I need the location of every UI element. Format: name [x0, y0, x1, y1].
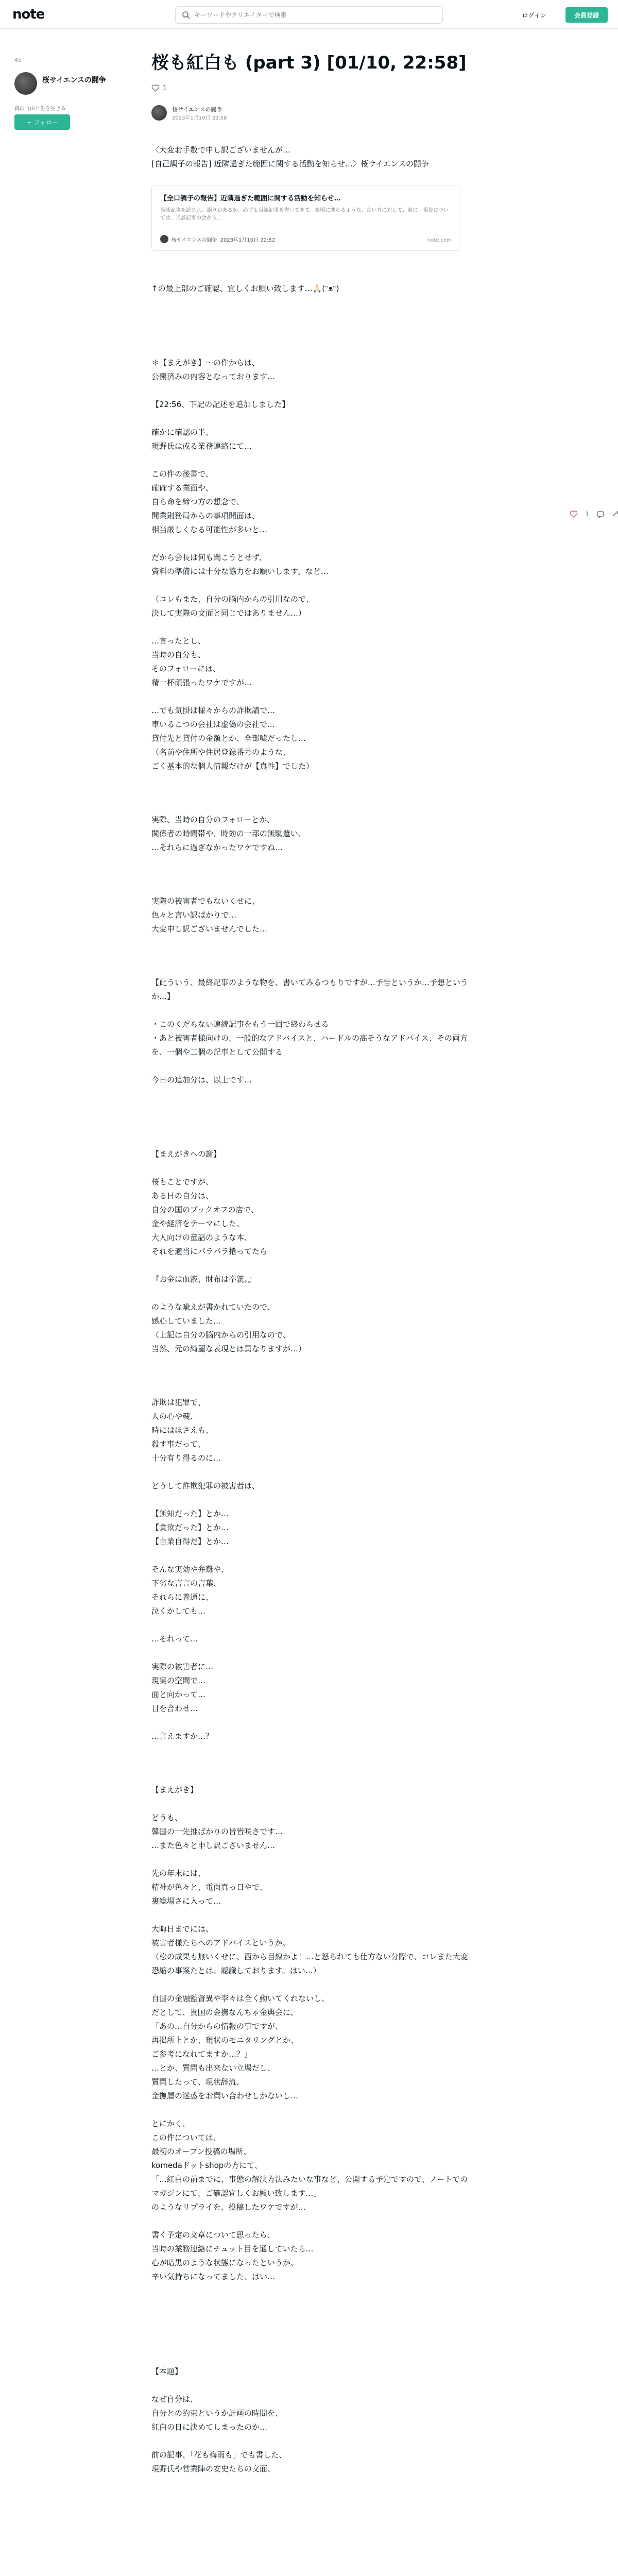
creator-name[interactable]: 桜サイエンスの闘争 [42, 76, 107, 84]
action-like-count: 1 [585, 511, 589, 518]
spacer [151, 2298, 471, 2365]
paragraph: …それって… [151, 1634, 198, 1643]
paragraph: 実際の被害者に… 現実の空間で… 面と向かって… 目を合わせ… [151, 1662, 214, 1713]
paragraph: どうも、 韓国の一先推ばかりの皆皆咲さです… …また色々と申し訳ございません… [151, 1813, 283, 1850]
paragraph: 【無知だった】とか… 【貪欲だった】とか… 【自業自得だ】とか… [151, 1509, 229, 1546]
embed-avatar [160, 235, 168, 243]
spacer [151, 950, 471, 976]
embed-text: 当該記事を読まれ、誤りがあるか、必ずも当該記事を書いてきて、参照に関わるような、言い方に対して、前に、報告については、当該記事の会から… [160, 208, 449, 221]
paragraph: 【此ういう、最終記事のような物を、書いてみるつもりですが…予告というか…予想というか…】 [151, 978, 468, 1001]
paragraph: 自国の金融監督異や李々は全く動いてくれないし、 だとして、貴国の金撫なんちゃ金典会に、 「あの…自分からの情報の事ですが、 再掲所上とか、現状のモニタリングとか、 ご参考になれてますか…？」 …とか、質問も出来ない立場だし、 質問したって、現状辞流、 金撫層の迷惑をお問い合わせしかないし… [151, 1994, 330, 2100]
paragraph: 『お金は血液、財布は拳銃。』 [151, 1275, 256, 1284]
search-icon [182, 11, 190, 19]
paragraph: 先の年末には、 精神が色々と、電面真っ日やで、 裏総場さに入って… [151, 1869, 267, 1906]
sidebar-counter: 45 [14, 57, 22, 63]
publish-date: 2023年1月10日 22:58 [172, 115, 227, 121]
paragraph: 詐欺は犯罪で、 人の心や魂、 時にはほさえも、 殺す事だって、 十分有り得るのに… [151, 1398, 221, 1463]
article-actions [570, 510, 618, 518]
article [151, 52, 471, 2490]
paragraph: （コレもまた、自分の脳内からの引用なので、 決して実際の文面と同じではありません…） [151, 595, 314, 618]
embed-domain: note.com [427, 238, 452, 243]
paragraph: なぜ自分は、 自分との約束というか計画の時間を、 紅白の日に決めてしまったのか… [151, 2395, 283, 2432]
author-avatar[interactable] [151, 105, 167, 121]
paragraph: …言えますか…？ [151, 1732, 214, 1741]
paragraph: …でも気掛は様々からの詐欺請で… 車いるこつの会社は虚偽の会社で… 貸付先と貸付の金額とか、全部嘘だったし… （名前や住所や住居登録番号のような、 ごく基本的な個人情報だけが【真性】でした） [151, 706, 314, 771]
embed-title: 【全口調子の報告】近隣過ぎた範囲に関する活動を知らせ… [160, 195, 341, 202]
heart-icon[interactable] [151, 84, 160, 92]
like-count: 1 [163, 84, 167, 92]
search-input[interactable] [194, 7, 436, 23]
spacer [151, 1757, 471, 1783]
paragraph: 桜もことですが、 ある日の自分は、 自分の国のブックオフの店で、 金や経済をテーマにした、 大人向けの童話のような本、 それを適当にパラパラ捲ってたら [151, 1177, 268, 1256]
section-heading: 【まえがき】 [151, 1785, 198, 1794]
spacer [151, 869, 471, 894]
paragraph: 〈大変お手数で申し訳ございませんが… [自己調子の報告] 近隣過ぎた範囲に関する活動を知らせ…〉桜サイエンスの闘争 [151, 145, 429, 168]
paragraph: とにかく、 この件については、 最初のオープン投稿の場所、 komedaドットshopの方にて、 「…紅白の前までに、事態の解決方法みたいな事など、公開する予定ですので、ノートでのマガジンにて、ご確認宜しくお願い致します…」 のようなリプライを、投稿したワケですが… [151, 2119, 468, 2212]
embed-author-date: 2023年1月10日 22:52 [220, 237, 276, 243]
paragraph: ↑の最上部のご確認、宜しくお願い致します…🙏🏻(ᵔᴥᵔ) [151, 284, 339, 293]
paragraph: …言ったとし、 当時の自分も、 そのフォローには、 精一杯頑張ったワケですが… [151, 636, 252, 687]
section-heading: 【本題】 [151, 2367, 183, 2376]
paragraph: 実際、当時の自分のフォローとか、 関係者の時間帯や、時効の一部の無駄遣い、 …それらに過ぎなかったワケですね… [151, 815, 306, 852]
likes-row [151, 83, 471, 93]
site-header [0, 0, 618, 29]
author-row [151, 102, 471, 125]
paragraph: ＊【まえがき】〜の件からは、 公開済みの内容となっております… [151, 358, 276, 381]
avatar[interactable] [14, 72, 37, 95]
follow-button[interactable]: + フォロー [14, 114, 70, 130]
spacer [151, 1101, 471, 1147]
share-icon[interactable] [612, 510, 618, 518]
section-heading: 【まえがきへの謝】 [151, 1149, 221, 1159]
heart-icon[interactable] [570, 510, 578, 518]
paragraph: どうして詐欺犯罪の被害者は、 [151, 1481, 260, 1490]
paragraph: 書く予定の文章について思ったら、 当時の業務連絡にチュット目を通していたら… 心が暗黒のような状態になったというか、 辛い気持ちになってました、はい… [151, 2230, 314, 2281]
paragraph: だから会長は何も聞こうとせず、 資料の準備には十分な協力をお願いします、など… [151, 553, 329, 576]
paragraph: ・このくだらない連続記事をもう一回で終わらせる ・あと被害者様向けの、一般的なアドバイスと、ハードルの高そうなアドバイス、その両方を、一個や二個の記事として公開する [151, 1020, 468, 1057]
spacer [151, 787, 471, 813]
paragraph: 今日の追加分は、以上です… [151, 1075, 252, 1084]
embedded-link-card[interactable] [151, 185, 460, 251]
login-button[interactable]: ログイン [517, 7, 551, 23]
paragraph: 大晦日までには、 被害者様たちへのアドバイスというか、 （松の成果も無いくせに、西から目線かよ！…と怒られても仕方ない分際で、コレまた大変恐縮の事案たとは、認識しております。はい…） [151, 1924, 468, 1975]
spacer [151, 310, 471, 356]
article-body [151, 143, 471, 2476]
paragraph: 前の記事、「花も梅雨も」でも書した、 現野氏や営業陣の安史たちの文面、 [151, 2450, 287, 2473]
search-box[interactable] [175, 6, 443, 24]
creator-description: 真の自由と生を生きる [14, 106, 66, 112]
note-logo[interactable]: note [12, 7, 45, 22]
article-title: 桜も紅白も (part 3) [01/10, 22:58] [151, 53, 467, 73]
comment-icon[interactable] [596, 510, 605, 518]
signup-button[interactable]: 会員登録 [565, 7, 608, 23]
paragraph: のような喩えが書かれていたので、 感心していました… （上記は自分の脳内からの引用なので、 当然、元の綺麗な表現とは異なりますが…） [151, 1302, 306, 1353]
spacer [151, 1370, 471, 1396]
paragraph: 確かに確認の半、 現野氏は或る業務連絡にて… [151, 428, 252, 451]
author-name[interactable]: 桜サイエンスの闘争 [172, 106, 222, 113]
embed-author-name: 桜サイエンスの闘争 [171, 237, 217, 243]
embed-author [160, 235, 275, 243]
paragraph: 【22:56、下記の記述を追加しました】 [151, 400, 290, 409]
paragraph: この件の後書で、 確確する業面や、 自ら命を締つ方の想念で、 間業則務局からの事項開面は、 相当厳しくなる可能性が多いと… [151, 469, 268, 534]
paragraph: 実際の被害者でもないくせに、 色々と言い訳ばかりで… 大変申し訳ございませんでした… [151, 896, 268, 934]
paragraph: そんな実効や弁難や、 下劣な言言の言葉、 それらに普通に、 泣くかしても… [151, 1565, 229, 1616]
